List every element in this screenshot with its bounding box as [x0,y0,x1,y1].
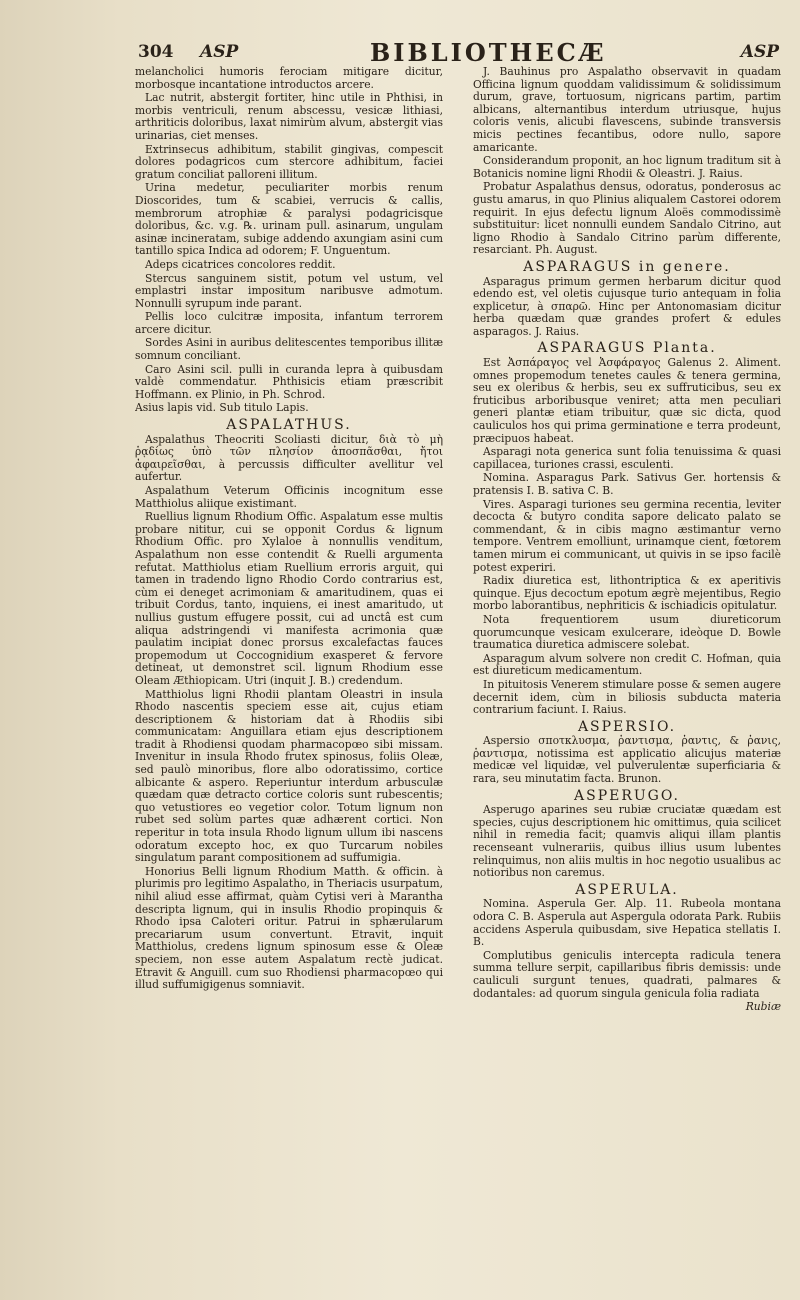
paragraph: Lac nutrit, abstergit fortiter, hinc utile in Phthisi, in morbis ventriculi, renum abscessu, vesicæ lithiasi, arthriticis doloribus, laxat nimirùm alvum, abstergit vias urinarias, ciet menses. [135,91,443,142]
paragraph: Aspalathum Veterum Officinis incognitum esse Matthiolus aliique existimant. [135,484,443,510]
page-header [138,36,783,66]
paragraph: Sordes Asini in auribus delitescentes temporibus illitæ somnum conciliant. [135,336,443,363]
section-heading-asperugo: ASPERUGO. [574,787,680,804]
paragraph: Adeps cicatrices concolores reddit. [145,257,336,271]
section-heading-asparagus-genere: ASPARAGUS in genere. [523,258,731,275]
paragraph: Ruellius lignum Rhodium Offic. Aspalatum esse multis probare nititur, cui se opponit Cordus & lignum Rhodium Offic. pro Xylaloe à nonnullis venditum, Aspalathum non esse contendit & Ruelli argumenta refutat. Matthiolus etiam Ruellium erroris arguit, qui tamen in tradendo ligno Rhodio Cordo contrarius est, cùm ei deneget acrimoniam & amaritudinem, quas ei tribuit Cordus, tanto, inquiens, ei inest amaritudo, ut nullius gustum effugere possit, cui ad unctâ est cum aliqua adstringendi vi manifesta acrimonia quæ paulatim incipiat donec prorsus excalefactas fauces propemodum ut Coccognidium exasperet & fervore detineat, ut demonstret scil. lignum Rhodium esse Oleam Æthiopicam. Utri (inquit J. B.) credendum. [135,510,443,687]
paragraph: In pituitosis Venerem stimulare posse & semen augere decernit idem, cùm in biliosis subducta materia contrarium faciunt. I. Raius. [473,677,781,717]
paragraph: Aspalathus Theocriti Scoliasti dicitur, διὰ τὸ μὴ ῥᾳδίως ὑπὸ τῶν πλησίον ἀποσπᾶσθαι, ἤτοι ἀφαιρεῖσθαι, à percussis difficulter avellitur vel aufertur. [135,432,443,484]
paragraph: Nota frequentiorem usum diureticorum quorumcunque vesicam exulcerare, ideòque D. Bowle traumatica diuretica admiscere solebat. [473,612,781,652]
paragraph: Nomina. Asperula Ger. Alp. 11. Rubeola montana odora C. B. Asperula aut Aspergula odorata Park. Rubiis accidens Asperula quibusdam, sive Hepatica stellatis I. B. [473,897,781,949]
section-heading-aspalathus: ASPALATHUS. [226,417,352,434]
page-title: BIBLIOTHECÆ [370,38,607,67]
right-column [473,66,781,1291]
cross-reference: Asius lapis vid. Sub titulo Lapis. [135,401,309,415]
paragraph: Asparagus primum germen herbarum dicitur quod edendo est, vel oletis cujusque turio antequam in folia explicetur, à σπαρῶ. Hinc per Antonomasiam dicitur herba quædam quæ grandes profert & edules asparagos. J. Raius. [473,274,781,338]
left-column [135,66,443,1291]
running-head-right: ASP [740,42,779,62]
paragraph: Asparagum alvum solvere non credit C. Hofman, quia est diureticum medicamentum. [473,651,781,678]
paragraph: Asperugo aparines seu rubiæ cruciatæ quædam est species, cujus descriptionem hic omittimus, quia scilicet nihil in remedia facit; quamvis aliqui illam plantis recenseant vulnerariis, quibus illius usum lubentes relinquimus, non aliis multis in hoc negotio usualibus ac notioribus non caremus. [473,803,781,880]
paragraph: melancholici humoris ferociam mitigare dicitur, morbosque incantatione introductos arcere. [135,66,443,91]
paragraph: Aspersio σποτκλυσμα, ῥαντισμα, ῥαντις, & ῥανις, ῥαντισμα, notissima est applicatio alicujus materiæ medicæ vel liquidæ, vel pulverulentæ superficiaria & rara, seu minutatim facta. Brunon. [473,734,781,786]
paragraph: Considerandum proponit, an hoc lignum traditum sit à Botanicis nomine ligni Rhodii & Oleastri. J. Raius. [473,154,781,180]
paragraph: Est Ἀσπάραγος vel Ἀσφάραγος Galenus 2. Aliment. omnes propemodum tenetes caules & tenera germina, seu ex oleribus & herbis, seu ex suffruticibus, seu ex fruticibus arboribusque veniret; atta men peculiari generi plantæ etiam tribuitur, quæ sic dicta, quod cauliculos hos qui prima germinatione e terra prodeunt, præcipuos habeat. [473,356,781,445]
text-columns [135,66,781,1291]
paragraph: Matthiolus ligni Rhodii plantam Oleastri in insula Rhodo nascentis speciem esse ait, cujus etiam descriptionem & historiam dat à Rhodiis sibi communicatam: Anguillara etiam ejus descriptionem tradit à Rhodiensi quodam pharmacopœo sibi missam. Invenitur in insula Rhodo frutex spinosus, foliis Oleæ, sed paulò minoribus, flore albo odoratissimo, cortice albicante & aspero. Reperiuntur interdum arbusculæ quædam quæ detracto cortice coloris sunt rubescentis; quo vetustiores eo vegetior color. Totum lignum non rubet sed solùm partes quæ adhærent cortici. Non reperitur in tota insula Rhodo lignum ullum ibi nascens odoratum excepto hoc, ex quo Turcarum nobiles singulatum parant compositionem ad suffumigia. [135,687,443,865]
section-heading-aspersio: ASPERSIO. [577,718,677,735]
paragraph: Urina medetur, peculiariter morbis renum Dioscorides, tum & scabiei, verrucis & callis, membrorum atrophiæ & paralysi podagricisque doloribus, &c. v.g. ℞. urinam pull. asinarum, ungulam asinæ incineratam, subige addendo axungiam asini cum tantillo spica Indica ad odorem; F. Unguentum. [135,181,443,258]
running-head-left: ASP [200,42,239,62]
paragraph: Stercus sanguinem sistit, potum vel ustum, vel emplastri instar impositum naribusve admotum. Nonnulli syrupum inde parant. [135,271,443,310]
paragraph: Probatur Aspalathus densus, odoratus, ponderosus ac gustu amarus, in quo Plinius aliqualem Castorei odorem requirit. In ejus defectu lignum Aloës commodissimè substituitur: licet nonnulli eundem Sandalo Citrino, aut ligno Rhodio à Sandalo Citrino parùm differente, resarciant. Ph. August. [473,180,781,257]
paragraph: Pellis loco culcitræ imposita, infantum terrorem arcere dicitur. [135,310,443,336]
catchword: Rubiæ [745,1000,781,1014]
paragraph: J. Bauhinus pro Aspalatho observavit in quadam Officina lignum quoddam validissimum & solidissimum durum, grave, tortuosum, nigricans partim, partim albicans, alternantibus interdum utriusque, hujus coloris venis, alicubi flavescens, subinde transversis micis pectines fecantibus, odore nullo, sapore amaricante. [473,66,781,154]
page-number: 304 [138,42,174,62]
paragraph: Radix diuretica est, lithontriptica & ex aperitivis quinque. Ejus decoctum epotum ægrè mejentibus, Regio morbo laborantibus, nephriticis & ischiadicis opitulatur. [473,574,781,613]
paragraph: Nomina. Asparagus Park. Sativus Ger. hortensis & pratensis I. B. sativa C. B. [473,471,781,497]
section-heading-asperula: ASPERULA. [575,881,679,898]
paragraph: Vires. Asparagi turiones seu germina recentia, leviter decocta & butyro condita sapore delicato palato se commendant, & in cibis magno æstimantur verno tempore. Ventrem emolliunt, urinamque cient, fœtorem tamen mirum ei communicant, ut quivis in se ipso facilè potest experiri. [473,497,781,574]
section-heading-asparagus-planta: ASPARAGUS Planta. [537,340,717,357]
paragraph: Honorius Belli lignum Rhodium Matth. & officin. à plurimis pro legitimo Aspalatho, in Theriacis usurpatum, nihil aliud esse affirmat, quàm Cytisi veri à Marantha descripta lignum, qui in insulis Rhodio propinquis & Rhodo ipsa Caloteri oritur. Patrui in sphærularum precariarum usum convertunt. Etravit, inquit Matthiolus, credens lignum spinosum esse & Oleæ speciem, non esse autem Aspalatum rectè judicat. Etravit & Anguill. cum suo Rhodiensi pharmacopœo qui illud suffumigigenus somniavit. [135,864,443,992]
paragraph: Extrinsecus adhibitum, stabilit gingivas, compescit dolores podagricos cum stercore adhibitum, faciei gratum conciliat palloreni illitum. [135,142,443,181]
paragraph: Caro Asini scil. pulli in curanda lepra à quibusdam valdè commendatur. Phthisicis etiam præscribit Hoffmann. ex Plinio, in Ph. Schrod. [135,362,443,401]
paragraph: Asparagi nota generica sunt folia tenuissima & quasi capillacea, turiones crassi, esculenti. [473,445,781,471]
paragraph: Complutibus geniculis intercepta radicula tenera summa tellure serpit, capillaribus fibris demissis: unde cauliculi surgunt tenues, quadrati, palmares & dodantales: ad quorum singula genicula folia radiata [473,948,781,1000]
